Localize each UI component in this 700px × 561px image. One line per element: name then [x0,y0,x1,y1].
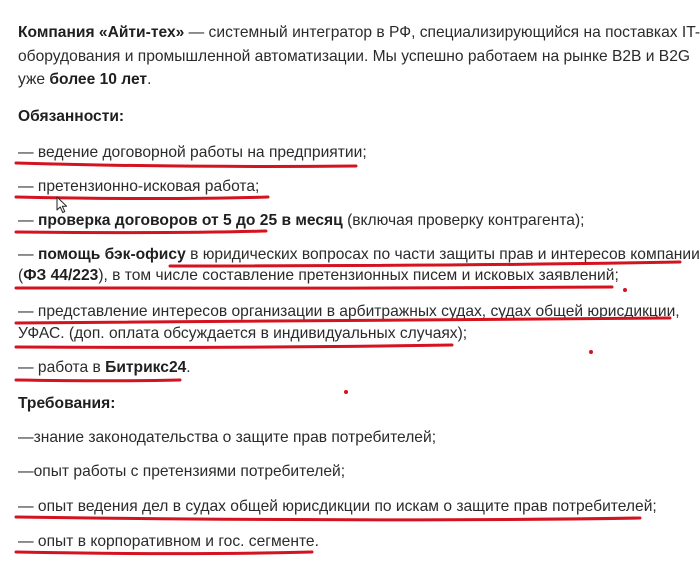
underline-requirement-4 [16,552,312,554]
intro-text-3: уже [18,71,50,88]
underline-duty-2 [16,197,268,199]
duty-4-prefix: — [18,246,38,263]
red-dot-1 [623,288,627,292]
underline-duty-3 [16,231,266,233]
requirement-item-3: — опыт ведения дел в судах общей юрисдикции по искам о защите прав потребителей; [18,498,657,515]
underline-duty-4-cont [16,287,612,288]
underline-duty-1 [16,163,356,166]
duty-item-1: — ведение договорной работы на предприятии; [18,144,367,161]
duty-item-6 [18,358,191,378]
duty-3-rest: (включая проверку контрагента); [342,212,585,229]
duty-item-3 [18,211,585,231]
requirement-item-2: —опыт работы с претензиями потребителей; [18,463,346,480]
duty-item-2: — претензионно-исковая работа; [18,178,260,195]
underline-duty-5-cont [16,345,452,347]
duty-item-5: — представление интересов организации в арбитражных судах, судах общей юрисдикции, [18,303,680,320]
red-dot-2 [589,350,593,354]
duty-6-end: . [186,359,191,376]
duty-item-4 [18,245,700,265]
intro-line-1 [18,23,700,43]
requirement-item-1: —знание законодательства о защите прав потребителей; [18,429,437,446]
duty-4-open: ( [18,267,24,284]
duty-item-5-cont: УФАС. (доп. оплата обсуждается в индивидуальных случаях); [18,325,468,342]
duties-heading: Обязанности: [18,108,125,125]
duty-3-bold: проверка договоров от 5 до 25 в месяц [37,212,343,229]
duty-item-4-cont [18,266,619,286]
duty-4-bold: помощь бэк-офису [37,246,186,263]
requirements-heading: Требования: [18,395,116,412]
red-dot-3 [344,390,348,394]
duty-4-rest: в юридических вопросах по части защиты прав и интересов компании [185,246,700,263]
requirement-item-4: — опыт в корпоративном и гос. сегменте. [18,533,319,550]
intro-text-1: — системный интегратор в РФ, специализирующийся на поставках IT- [184,24,700,41]
duty-6-bold: Битрикс24 [105,359,187,376]
duty-3-prefix: — [18,212,38,229]
underline-requirement-3 [16,517,640,520]
years-highlight: более 10 лет [49,71,148,88]
intro-end-3: . [147,71,152,88]
arrow-cursor-icon [56,196,68,214]
duty-4-cont-rest: ), в том числе составление претензионных писем и исковых заявлений; [98,267,619,284]
intro-line-2: оборудования и промышленной автоматизации. Мы успешно работаем на рынке B2B и B2G [18,48,691,65]
intro-line-3 [18,70,151,90]
underline-duty-6 [16,380,180,381]
duty-4-law: ФЗ 44/223 [23,267,99,284]
company-name: Компания «Айти-тех» [18,24,185,41]
duty-6-prefix: — работа в [18,359,106,376]
